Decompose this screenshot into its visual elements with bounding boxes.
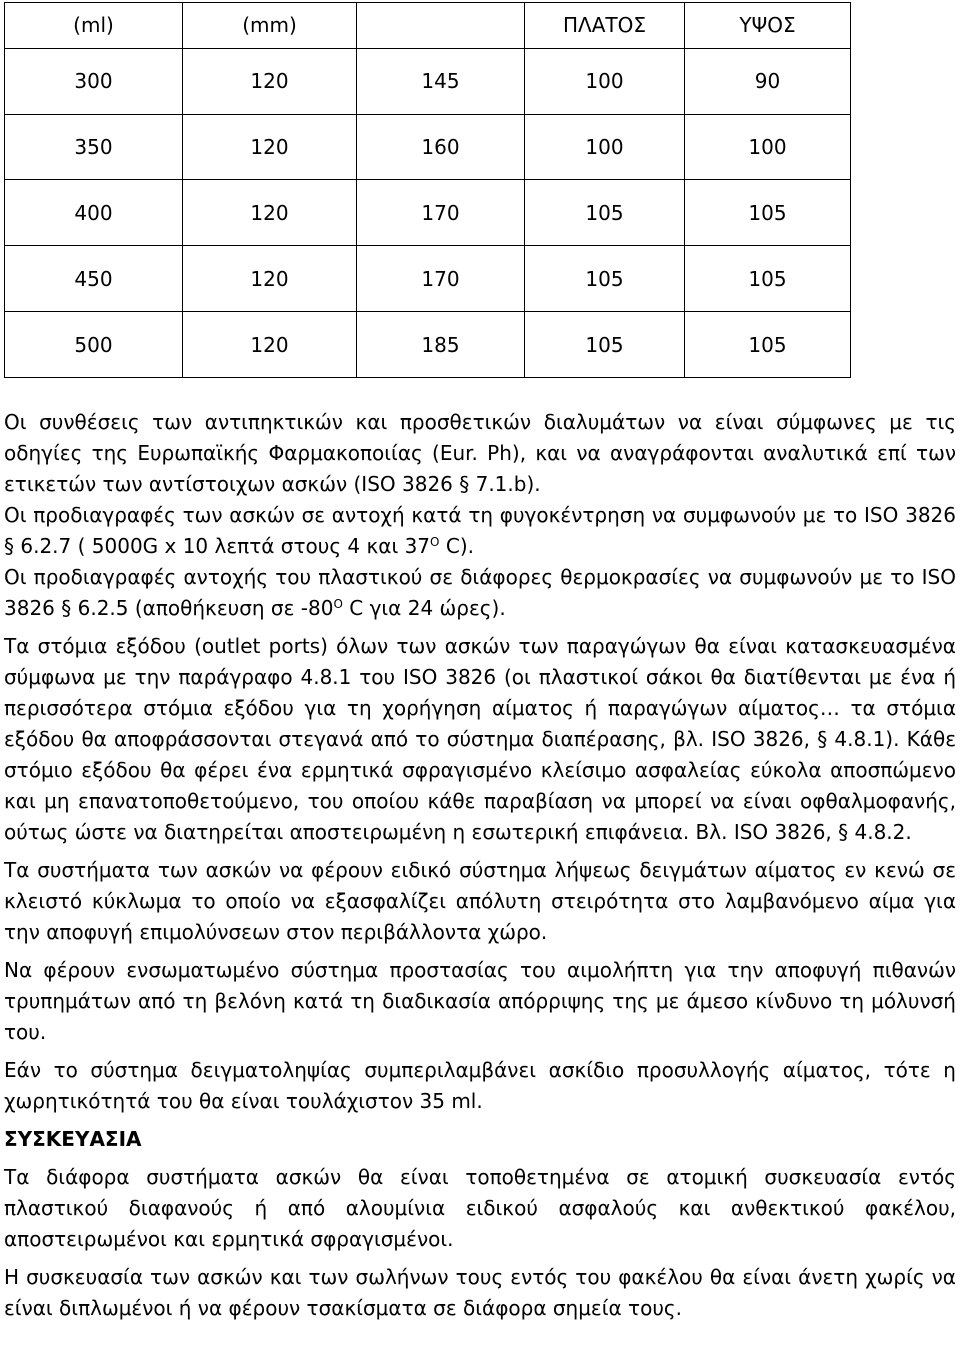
paragraph-packaging: Τα διάφορα συστήματα ασκών θα είναι τοποθετημένα σε ατομική συσκευασία εντός πλαστικού διαφανούς ή από αλουμίνια ειδικού ασφαλούς και ανθεκτικού φακέλου, αποστειρωμένοι και ερμητικά σφραγισμένοι. [4, 1165, 956, 1251]
dimensions-table [4, 2, 851, 378]
table-cell: 170 [357, 246, 525, 312]
header-cell [357, 3, 525, 49]
degree-superscript: O [430, 535, 440, 549]
table-cell: 100 [685, 114, 851, 180]
table-cell: 100 [525, 48, 685, 114]
degree-superscript: O [333, 597, 343, 611]
paragraph-text: Οι προδιαγραφές αντοχής του πλαστικού σε διάφορες θερμοκρασίες να συμφωνούν με το ISO 3826 § 6.2.5 (αποθήκευση σε -80 [4, 565, 956, 620]
table-cell: 160 [357, 114, 525, 180]
table-cell: 185 [357, 312, 525, 378]
paragraph-compositions: Οι συνθέσεις των αντιπηκτικών και προσθετικών διαλυμάτων να είναι σύμφωνες με τις οδηγίες της Ευρωπαϊκής Φαρμακοποιίας (Eur. Ph), και να αναγράφονται αναλυτικά επί των ετικετών των αντίστοιχων ασκών (ISO 3826 § 7.1.b). [4, 410, 956, 496]
section-heading: ΣΥΣΚΕΥΑΣΙΑ [4, 1127, 142, 1151]
table-cell: 105 [685, 246, 851, 312]
table-cell: 120 [183, 48, 357, 114]
table-row [5, 312, 851, 378]
header-cell: ΠΛΑΤΟΣ [525, 3, 685, 49]
table-row [5, 114, 851, 180]
table-cell: 120 [183, 180, 357, 246]
table-cell: 105 [525, 246, 685, 312]
table-header-row [5, 3, 851, 49]
paragraph-packaging-folding: Η συσκευασία των ασκών και των σωλήνων τους εντός του φακέλου θα είναι άνετη χωρίς να είναι διπλωμένοι ή να φέρουν τσακίσματα σε διάφορα σημεία τους. [4, 1265, 956, 1320]
table-cell: 450 [5, 246, 183, 312]
document-body [4, 407, 956, 1331]
paragraph-pre-collection: Εάν το σύστημα δειγματοληψίας συμπεριλαμβάνει ασκίδιο προσυλλογής αίματος, τότε η χωρητικότητά του θα είναι τουλάχιστον 35 ml. [4, 1058, 956, 1113]
table-cell: 105 [685, 180, 851, 246]
paragraph-text: Οι προδιαγραφές των ασκών σε αντοχή κατά τη φυγοκέντρηση να συμφωνούν με το ISO 3826 § 6.2.7 ( 5000G x 10 λεπτά στους 4 και 37 [4, 503, 956, 558]
table-cell: 170 [357, 180, 525, 246]
table-cell: 120 [183, 312, 357, 378]
table-cell: 350 [5, 114, 183, 180]
table-cell: 400 [5, 180, 183, 246]
table-cell: 90 [685, 48, 851, 114]
table-cell: 145 [357, 48, 525, 114]
header-cell: (mm) [183, 3, 357, 49]
table-cell: 105 [525, 180, 685, 246]
table-row [5, 246, 851, 312]
paragraph-text: C). [439, 534, 474, 558]
table-cell: 105 [525, 312, 685, 378]
paragraph-centrifuge-specs [4, 500, 956, 562]
paragraph-sampling-system: Τα συστήματα των ασκών να φέρουν ειδικό σύστημα λήψεως δειγμάτων αίματος εν κενώ σε κλειστό κύκλωμα το οποίο να εξασφαλίζει απόλυτη στειρότητα στο λαμβανόμενο αίμα για την αποφυγή επιμολύνσεων στον περιβάλλοντα χώρο. [4, 858, 956, 944]
header-cell: (ml) [5, 3, 183, 49]
table-cell: 120 [183, 246, 357, 312]
table-row [5, 180, 851, 246]
paragraph-text: C για 24 ώρες). [342, 596, 506, 620]
table-cell: 105 [685, 312, 851, 378]
header-cell: ΥΨΟΣ [685, 3, 851, 49]
paragraph-outlet-ports: Τα στόμια εξόδου (outlet ports) όλων των ασκών των παραγώγων θα είναι κατασκευασμένα σύμφωνα με την παράγραφο 4.8.1 του ISO 3826 (οι πλαστικοί σάκοι θα διατίθενται με ένα ή περισσότερα στόμια εξόδου για τη χορήγηση αίματος ή παραγώγων αίματος… τα στόμια εξόδου θα αποφράσσονται στεγανά από το σύστημα διαπέρασης, βλ. ISO 3826, § 4.8.1). Κάθε στόμιο εξόδου θα φέρει ένα ερμητικά σφραγισμένο κλείσιμο ασφαλείας εύκολα αποσπώμενο και μη επανατοποθετούμενο, του οποίου κάθε παραβίαση να μπορεί να είναι οφθαλμοφανής, ούτως ώστε να διατηρείται αποστειρωμένη η εσωτερική επιφάνεια. Βλ. ISO 3826, § 4.8.2. [4, 634, 956, 844]
paragraph-temperature-specs [4, 562, 956, 624]
table-cell: 300 [5, 48, 183, 114]
table-row [5, 48, 851, 114]
table-cell: 100 [525, 114, 685, 180]
paragraph-needle-protection: Να φέρουν ενσωματωμένο σύστημα προστασίας του αιμολήπτη για την αποφυγή πιθανών τρυπημάτων από τη βελόνη κατά τη διαδικασία απόρριψης της με άμεσο κίνδυνο τη μόλυνσή του. [4, 958, 956, 1044]
table-cell: 120 [183, 114, 357, 180]
table-cell: 500 [5, 312, 183, 378]
